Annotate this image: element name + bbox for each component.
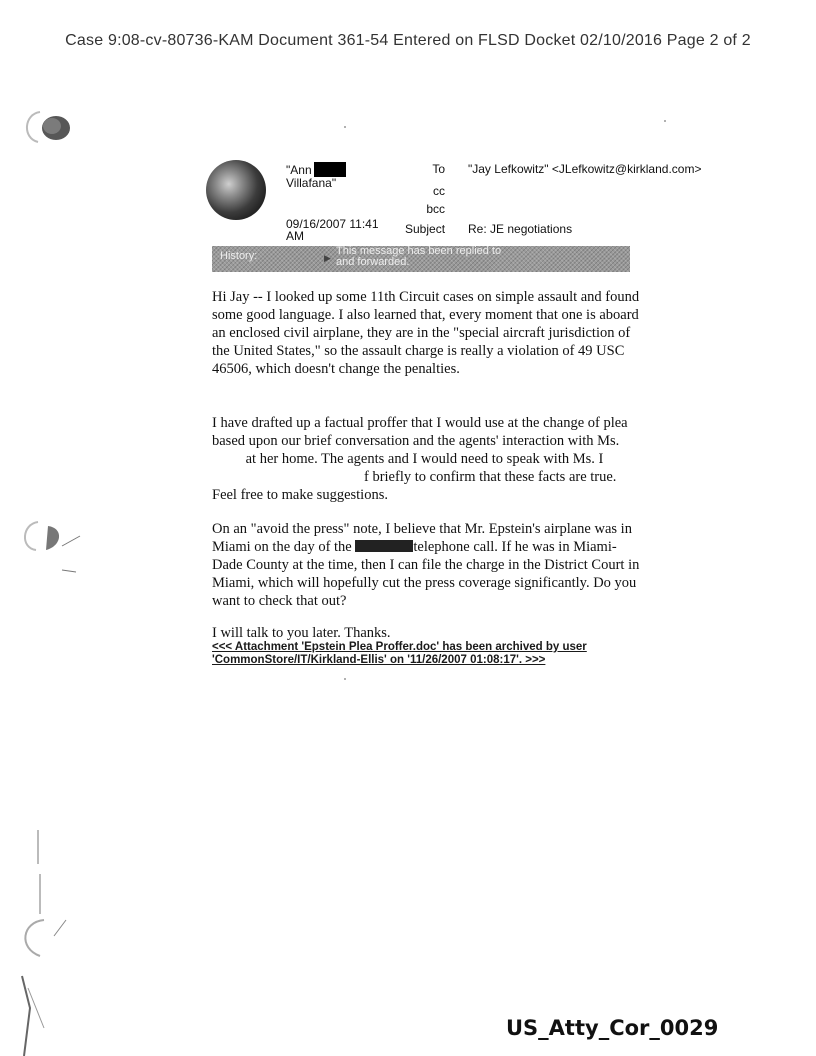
subject-label: Subject bbox=[405, 222, 446, 236]
history-text-line2: and forwarded. bbox=[336, 256, 410, 268]
scan-speck bbox=[344, 678, 346, 680]
punch-hole-mark-bottom bbox=[14, 820, 104, 1056]
sender-name-line2: Villafana" bbox=[286, 176, 337, 190]
paragraph-2-text-b: at her home. The agents and I would need to speak with Ms. I bbox=[245, 451, 604, 467]
email-body-paragraph-3 bbox=[212, 520, 642, 610]
sender-avatar bbox=[206, 160, 266, 220]
attachment-line2: 'CommonStore/IT/Kirkland-Ellis' on '11/26/2007 01:08:17'. >>> bbox=[212, 654, 546, 666]
history-bar bbox=[212, 246, 630, 272]
paragraph-3-text-b: telephone call. If he was in Miami-Dade County at the time, then I can file the charge in the District Court in Miami, which will hopefully cut the press coverage significantly. Do you want to check that out? bbox=[212, 539, 640, 609]
email-body-paragraph-4 bbox=[212, 624, 642, 642]
reply-forward-icon: ▶ bbox=[324, 253, 331, 263]
redaction-box bbox=[314, 162, 346, 177]
sender-name-line1: "Ann bbox=[286, 163, 312, 177]
scan-speck bbox=[344, 126, 346, 128]
attachment-archive-note[interactable] bbox=[212, 641, 652, 667]
paragraph-2-text-c: f briefly to confirm that these facts are true. Feel free to make suggestions. bbox=[212, 469, 617, 503]
history-text bbox=[336, 246, 536, 268]
bcc-label: bcc bbox=[426, 202, 445, 216]
history-label: History: bbox=[220, 250, 258, 262]
punch-hole-mark-top bbox=[18, 108, 78, 148]
bates-number: US_Atty_Cor_0029 bbox=[506, 1016, 719, 1040]
punch-hole-mark-middle bbox=[18, 518, 88, 578]
sent-date-line1: 09/16/2007 11:41 bbox=[286, 217, 379, 231]
history-text-line1: This message has been replied to bbox=[336, 245, 502, 257]
scan-speck bbox=[664, 120, 666, 122]
to-value[interactable]: "Jay Lefkowitz" <JLefkowitz@kirkland.com> bbox=[468, 162, 702, 176]
subject-value: Re: JE negotiations bbox=[468, 222, 573, 236]
sent-date-line2: AM bbox=[286, 229, 304, 243]
sent-date bbox=[286, 218, 386, 242]
paragraph-1-text: Hi Jay -- I looked up some 11th Circuit cases on simple assault and found some good language. I also learned that, every moment that one is aboard an enclosed civil airplane, they are in the "special aircraft jurisdiction of the United States," so the assault charge is really a violation of 49 USC 46506, which doesn't change the penalties. bbox=[212, 289, 640, 377]
paragraph-4-text: I will talk to you later. Thanks. bbox=[212, 625, 391, 641]
email-body-paragraph-2 bbox=[212, 414, 642, 504]
attachment-line1: <<< Attachment 'Epstein Plea Proffer.doc' has been archived by user bbox=[212, 641, 587, 653]
to-label: To bbox=[432, 162, 445, 176]
email-body-paragraph-1 bbox=[212, 288, 642, 378]
paragraph-3-text-a: On an "avoid the press" note, I believe that Mr. Epstein's airplane was in Miami on the day of the bbox=[212, 521, 632, 555]
paragraph-2-text-a: I have drafted up a factual proffer that I would use at the change of plea based upon our brief conversation and the agents' interaction with Ms. bbox=[212, 415, 628, 449]
docket-header: Case 9:08-cv-80736-KAM Document 361-54 Entered on FLSD Docket 02/10/2016 Page 2 of 2 bbox=[65, 32, 751, 49]
sender-name bbox=[286, 162, 386, 190]
cc-label: cc bbox=[433, 184, 445, 198]
redaction-box bbox=[355, 540, 413, 552]
